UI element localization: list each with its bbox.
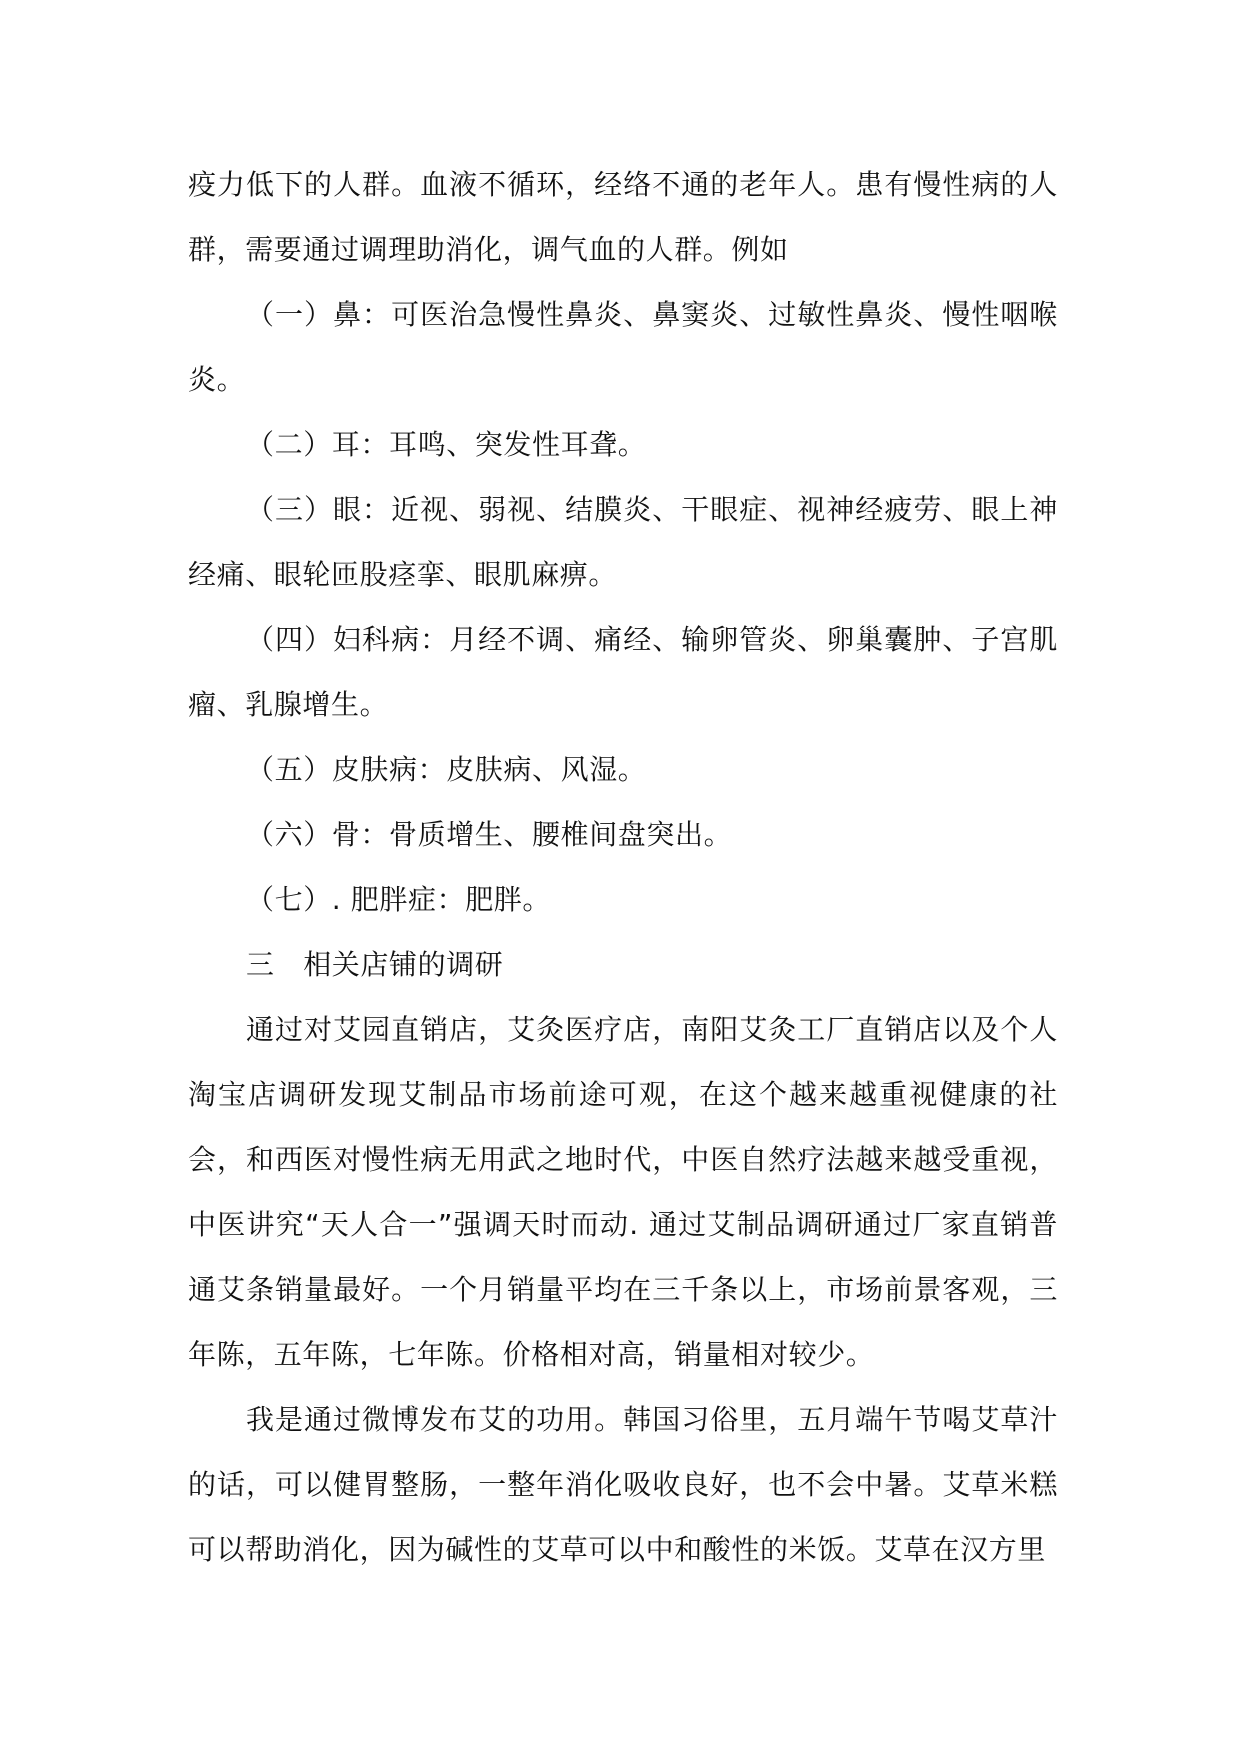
paragraph-item-obesity: （七）. 肥胖症：肥胖。 [246,883,552,916]
paragraph-item-nose: （一）鼻：可医治急慢性鼻炎、鼻窦炎、过敏性鼻炎、慢性咽喉炎。 [188,298,1058,396]
paragraph-item-ear: （二）耳：耳鸣、突发性耳聋。 [246,428,647,461]
paragraph-item-bone: （六）骨：骨质增生、腰椎间盘突出。 [246,818,733,851]
paragraph-store-research: 通过对艾园直销店，艾灸医疗店，南阳艾灸工厂直销店以及个人淘宝店调研发现艾制品市场前途可观，在这个越来越重视健康的社会，和西医对慢性病无用武之地时代，中医自然疗法越来越受重视，中医讲究“天人合一”强调天时而动. 通过艾制品调研通过厂家直销普通艾条销量最好。一个月销量平均在三千条以上，市场前景客观，三年陈，五年陈，七年陈。价格相对高，销量相对较少。 [188,1013,1058,1371]
paragraph-weibo: 我是通过微博发布艾的功用。韩国习俗里，五月端午节喝艾草汁的话，可以健胃整肠，一整年消化吸收良好，也不会中暑。艾草米糕可以帮助消化，因为碱性的艾草可以中和酸性的米饭。艾草在汉方里 [188,1403,1058,1566]
paragraph-item-skin: （五）皮肤病：皮肤病、风湿。 [246,753,647,786]
paragraph-continuation: 疫力低下的人群。血液不循环，经络不通的老年人。患有慢性病的人群，需要通过调理助消化，调气血的人群。例如 [188,168,1058,266]
paragraph-item-eye: （三）眼：近视、弱视、结膜炎、干眼症、视神经疲劳、眼上神经痛、眼轮匝股痉挛、眼肌麻痹。 [188,493,1058,591]
document-body [188,152,1058,1582]
paragraph-item-gynecology: （四）妇科病：月经不调、痛经、输卵管炎、卵巢囊肿、子宫肌瘤、乳腺增生。 [188,623,1058,721]
section-heading: 三 相关店铺的调研 [246,948,504,981]
